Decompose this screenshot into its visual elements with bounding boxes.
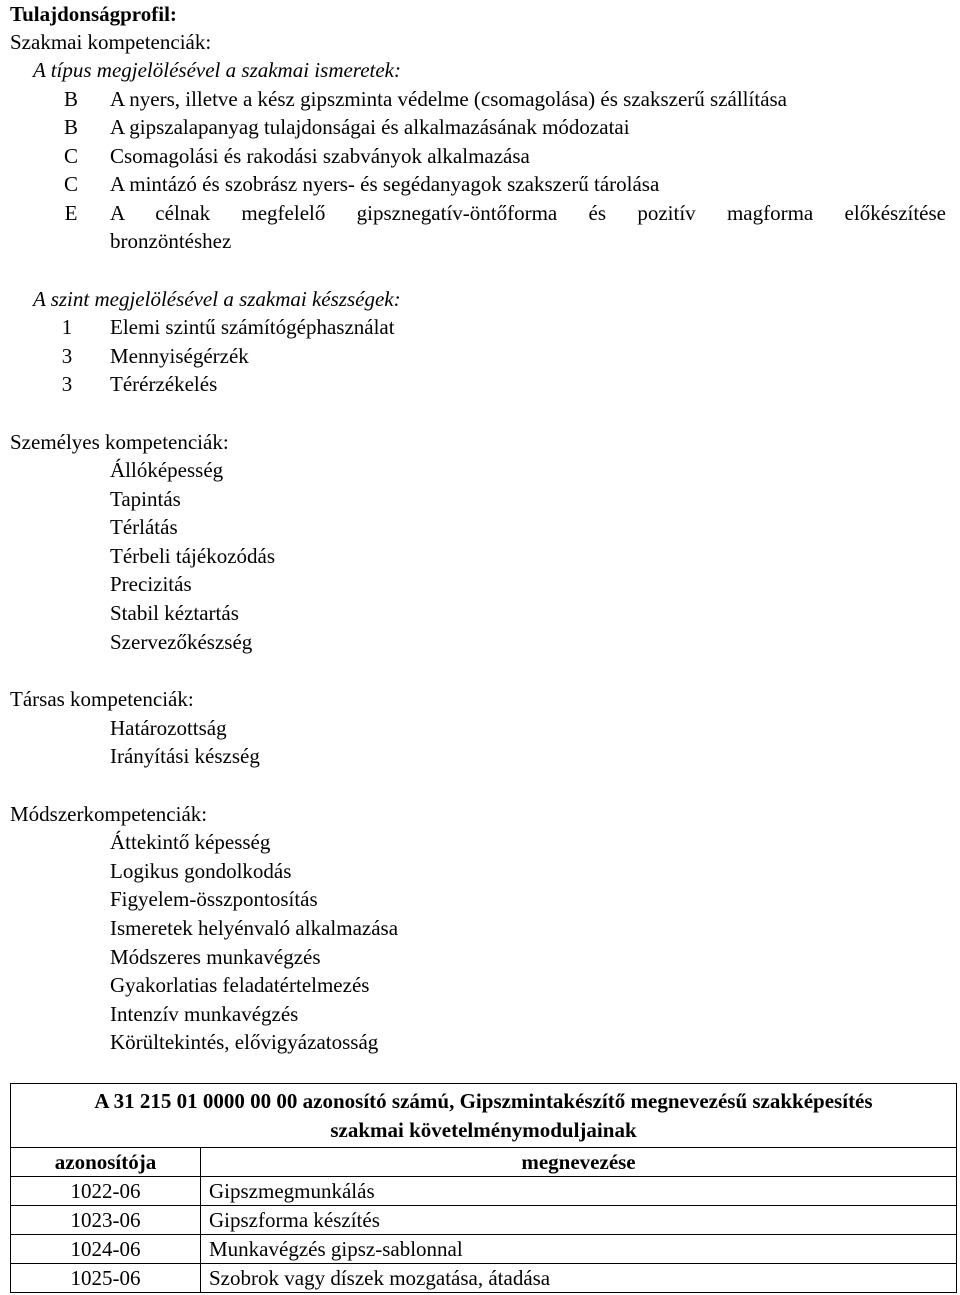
module-name: Gipszforma készítés <box>201 1206 957 1235</box>
skill-level: 3 <box>61 344 73 368</box>
table-row <box>11 1206 957 1235</box>
knowledge-code: B <box>63 87 78 111</box>
knowledge-item-continued: bronzöntéshez <box>110 229 232 253</box>
method-competencies-label: Módszerkompetenciák: <box>10 802 208 826</box>
knowledge-code: C <box>63 144 78 168</box>
method-item: Intenzív munkavégzés <box>110 1002 299 1026</box>
table-row <box>11 1264 957 1293</box>
knowledge-item: A mintázó és szobrász nyers- és segédanyagok szakszerű tárolása <box>110 172 660 196</box>
skill-level: 3 <box>61 372 73 396</box>
module-name: Szobrok vagy díszek mozgatása, átadása <box>201 1264 957 1293</box>
method-item: Gyakorlatias feladatértelmezés <box>110 973 370 997</box>
knowledge-code: E <box>64 201 78 225</box>
method-item: Ismeretek helyénvaló alkalmazása <box>110 916 399 940</box>
table-header-row <box>11 1148 957 1177</box>
personal-item: Tapintás <box>110 487 181 511</box>
social-item: Irányítási készség <box>110 744 260 768</box>
column-header-id: azonosítója <box>11 1148 201 1177</box>
personal-item: Szervezőkészség <box>110 630 253 654</box>
module-id: 1023-06 <box>11 1206 201 1235</box>
knowledge-item: Csomagolási és rakodási szabványok alkalmazása <box>110 144 530 168</box>
personal-item: Állóképesség <box>110 458 224 482</box>
social-competencies-label: Társas kompetenciák: <box>10 687 194 711</box>
table-title-line2: szakmai követelménymoduljainak <box>330 1118 637 1142</box>
knowledge-heading: A típus megjelölésével a szakmai ismeretek: <box>33 58 401 82</box>
skill-item: Elemi szintű számítógéphasználat <box>110 315 395 339</box>
table-title <box>11 1084 957 1148</box>
personal-item: Precizitás <box>110 572 192 596</box>
personal-item: Térlátás <box>110 515 178 539</box>
skills-heading: A szint megjelölésével a szakmai készségek: <box>33 287 401 311</box>
knowledge-code: B <box>63 115 78 139</box>
knowledge-item: A nyers, illetve a kész gipszminta védelme (csomagolása) és szakszerű szállítása <box>110 87 788 111</box>
personal-item: Stabil kéztartás <box>110 601 239 625</box>
module-name: Gipszmegmunkálás <box>201 1177 957 1206</box>
table-title-row <box>11 1084 957 1148</box>
personal-item: Térbeli tájékozódás <box>110 544 276 568</box>
table-title-line1: A 31 215 01 0000 00 00 azonosító számú, Gipszmintakészítő megnevezésű szakképesítés <box>94 1089 873 1113</box>
table-row <box>11 1177 957 1206</box>
qualification-modules-table <box>10 1083 957 1293</box>
module-id: 1024-06 <box>11 1235 201 1264</box>
table-row <box>11 1235 957 1264</box>
skill-item: Térérzékelés <box>110 372 218 396</box>
skill-level: 1 <box>61 315 73 339</box>
professional-competencies-label: Szakmai kompetenciák: <box>10 30 212 54</box>
knowledge-code: C <box>63 172 78 196</box>
module-name: Munkavégzés gipsz-sablonnal <box>201 1235 957 1264</box>
method-item: Körültekintés, elővigyázatosság <box>110 1030 379 1054</box>
knowledge-item: A célnak megfelelő gipsznegatív-öntőforma és pozitív magforma előkészítése <box>110 201 946 225</box>
module-id: 1025-06 <box>11 1264 201 1293</box>
page-title: Tulajdonságprofil: <box>10 2 177 26</box>
method-item: Áttekintő képesség <box>110 830 271 854</box>
method-item: Módszeres munkavégzés <box>110 945 321 969</box>
knowledge-item: A gipszalapanyag tulajdonságai és alkalmazásának módozatai <box>110 115 630 139</box>
method-item: Figyelem-összpontosítás <box>110 887 318 911</box>
skill-item: Mennyiségérzék <box>110 344 249 368</box>
method-item: Logikus gondolkodás <box>110 859 292 883</box>
social-item: Határozottság <box>110 716 227 740</box>
module-id: 1022-06 <box>11 1177 201 1206</box>
column-header-name: megnevezése <box>201 1148 957 1177</box>
personal-competencies-label: Személyes kompetenciák: <box>10 430 229 454</box>
